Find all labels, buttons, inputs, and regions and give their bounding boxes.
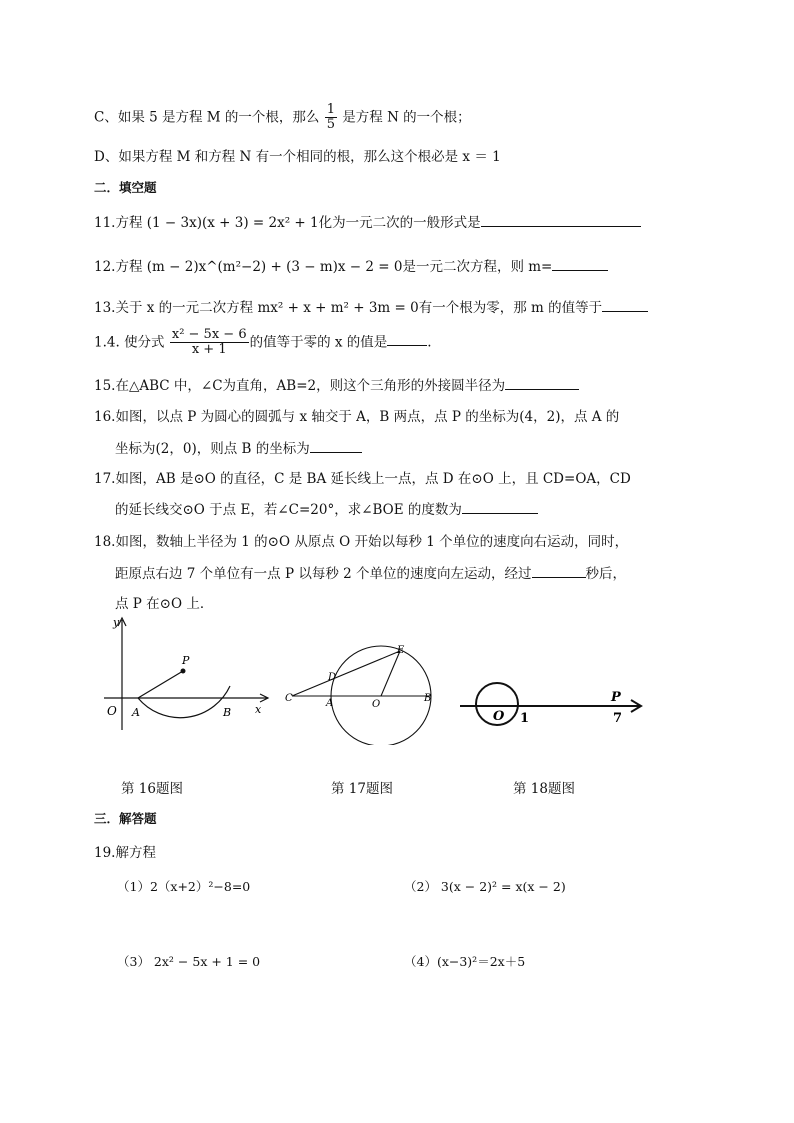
label-y: y	[113, 616, 120, 629]
equation: mx² + x + m² + 3m = 0	[257, 300, 419, 316]
question-text: 方程	[115, 215, 143, 231]
answer-blank[interactable]	[462, 499, 538, 514]
question-text: 如图，AB 是⊙O 的直径，C 是 BA 延长线上一点，点 D 在⊙O 上，且 CD=OA，CD	[115, 471, 631, 487]
question-text: 如图，以点 P 为圆心的圆弧与 x 轴交于 A，B 两点，点 P 的坐标为(4，2)，点 A 的	[115, 409, 620, 425]
label-a: A	[132, 706, 140, 719]
figure-18	[455, 680, 645, 730]
label-d: D	[328, 672, 337, 683]
question-number: 18.	[94, 534, 116, 550]
option-d: D、如果方程 M 和方程 N 有一个相同的根，那么这个根必是 x ＝ 1	[94, 149, 501, 165]
caption-fig-18: 第 18题图	[513, 781, 575, 797]
question-text: 化为一元二次的一般形式是	[318, 215, 481, 231]
question-text: 在△ABC 中，∠C为直角，AB=2，则这个三角形的外接圆半径为	[115, 378, 506, 394]
question-18-line-3: 点 P 在⊙O 上．	[115, 596, 214, 612]
question-text: 坐标为(2，0)，则点 B 的坐标为	[115, 441, 310, 457]
label-x: x	[255, 703, 262, 716]
answer-blank[interactable]	[387, 331, 427, 346]
label-e: E	[397, 645, 405, 656]
option-c-suffix: 是方程 N 的一个根；	[342, 109, 471, 126]
question-text: 的值等于零的 x 的值是	[249, 334, 388, 351]
question-16-line-2	[115, 437, 362, 457]
question-14-fraction	[170, 328, 249, 358]
question-text: 方程	[115, 259, 143, 275]
question-19-part-2: （2） 3(x − 2)² = x(x − 2)	[404, 879, 566, 894]
question-18-line-2	[115, 562, 626, 582]
figure-17	[282, 640, 442, 745]
question-18-line-1	[94, 530, 628, 550]
fraction-denominator: x + 1	[170, 342, 249, 357]
question-14: 1.4. 使分式 $\frac{\text{x² − 5x − 6}}{x + 1}$ 的值等于零的 x 的值是 .	[94, 327, 432, 358]
answer-blank[interactable]	[552, 256, 608, 271]
option-c-prefix: C、如果 5 是方程 M 的一个根，那么	[94, 109, 320, 126]
label-b: B	[424, 693, 432, 704]
question-text: 有一个根为零，那 m 的值等于	[418, 300, 603, 316]
answer-blank[interactable]	[602, 297, 648, 312]
caption-fig-17: 第 17题图	[331, 781, 393, 797]
question-19-title: 19.解方程	[94, 845, 156, 861]
question-number: 13.	[94, 300, 116, 316]
question-text: 的延长线交⊙O 于点 E，若∠C=20°，求∠BOE 的度数为	[115, 502, 462, 518]
question-text: 使分式	[124, 334, 165, 351]
fraction-denominator: 5	[326, 117, 335, 133]
question-number: 16.	[94, 409, 116, 425]
question-number: 17.	[94, 471, 116, 487]
arc	[138, 686, 230, 718]
question-16-line-1	[94, 405, 619, 425]
question-17-line-2	[115, 498, 538, 518]
question-13	[94, 296, 648, 316]
question-number: 12.	[94, 259, 116, 275]
option-c-fraction	[325, 103, 337, 133]
label-p: P	[611, 690, 621, 705]
label-p: P	[182, 654, 190, 667]
option-c	[94, 103, 471, 133]
question-12	[94, 255, 608, 275]
question-text: 秒后，	[585, 566, 627, 582]
label-o: O	[107, 704, 117, 718]
question-19-part-3: （3） 2x² − 5x + 1 = 0	[117, 954, 261, 969]
question-text: 是一元二次方程，则 m=	[402, 259, 553, 275]
label-b: B	[223, 706, 232, 719]
label-o: O	[372, 699, 381, 710]
label-o: O	[493, 709, 505, 724]
question-11	[94, 211, 641, 231]
equation: (m − 2)x^(m²−2) + (3 − m)x − 2 = 0	[146, 259, 403, 275]
fraction-numerator: x² − 5x − 6	[171, 327, 247, 342]
section-title-solve: 三．解答题	[94, 811, 157, 826]
question-text: 关于 x 的一元二次方程	[115, 300, 254, 316]
label-a: A	[326, 698, 334, 709]
radius-pa	[138, 671, 183, 698]
question-number: 11.	[94, 215, 116, 231]
section-title-fill-blank: 二．填空题	[94, 180, 157, 195]
label-c: C	[285, 693, 293, 704]
point-p	[181, 669, 186, 674]
question-15	[94, 374, 579, 394]
answer-blank[interactable]	[505, 375, 579, 390]
label-7: 7	[613, 711, 623, 726]
question-17-line-1	[94, 467, 631, 487]
question-text: 距原点右边 7 个单位有一点 P 以每秒 2 个单位的速度向左运动，经过	[115, 566, 532, 582]
question-19-part-4: （4）(x−3)²＝2x＋5	[404, 954, 526, 969]
answer-blank[interactable]	[481, 212, 641, 227]
equation: (1 − 3x)(x + 3) = 2x² + 1	[146, 215, 319, 231]
question-text: 如图，数轴上半径为 1 的⊙O 从原点 O 开始以每秒 1 个单位的速度向右运动，同时，	[115, 534, 629, 550]
question-number: 1.4.	[94, 334, 120, 351]
caption-fig-16: 第 16题图	[121, 781, 183, 797]
figure-16	[100, 612, 275, 737]
question-number: 15.	[94, 378, 116, 394]
answer-blank[interactable]	[532, 563, 586, 578]
label-1: 1	[520, 711, 530, 726]
question-19-part-1: （1）2（x+2）²−8=0	[117, 879, 251, 894]
fraction-numerator: 1	[326, 102, 335, 117]
answer-blank[interactable]	[310, 438, 362, 453]
